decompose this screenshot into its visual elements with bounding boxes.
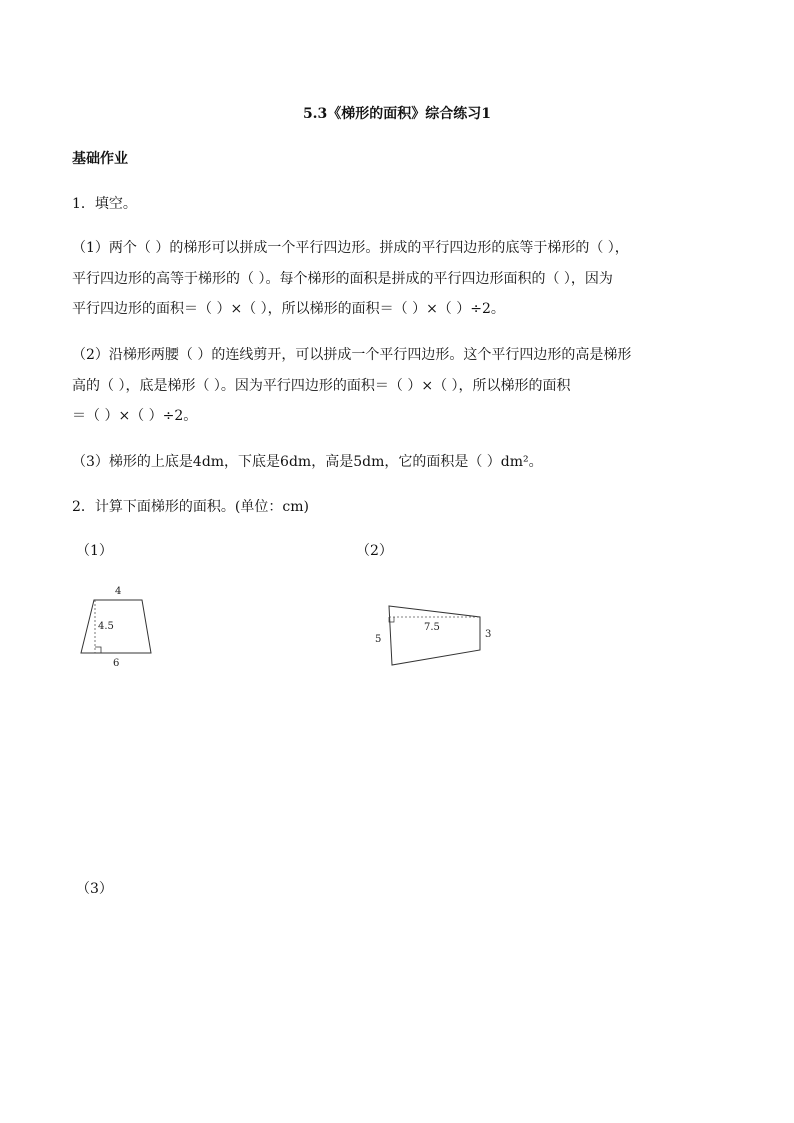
right-angle-mark: [95, 647, 101, 653]
trapezoid-1-shape: [81, 600, 151, 653]
trapezoid-figure-1: [76, 582, 160, 672]
q2-sub-2-label: （2）: [356, 543, 393, 559]
q1-p2-line-1: （2）沿梯形两腰（ ）的连线剪开，可以拼成一个平行四边形。这个平行四边形的高是梯形: [72, 347, 632, 363]
trapezoid-2-right-label: 3: [485, 629, 492, 640]
q1-p2-line-2: 高的（ ），底是梯形（ ）。因为平行四边形的面积＝（ ）×（ ），所以梯形的面积: [72, 378, 571, 394]
q1-p3-line-1: （3）梯形的上底是4dm，下底是6dm，高是5dm，它的面积是（ ）dm²。: [72, 454, 543, 470]
trapezoid-figure-2: [372, 600, 498, 672]
question-1-heading: 1．填空。: [72, 196, 137, 212]
question-2-heading: 2．计算下面梯形的面积。(单位：cm): [72, 499, 309, 515]
section-heading: 基础作业: [72, 151, 128, 167]
q1-p1-line-1: （1）两个（ ）的梯形可以拼成一个平行四边形。拼成的平行四边形的底等于梯形的（ ），: [72, 240, 629, 256]
q2-sub-3-label: （3）: [76, 881, 113, 897]
q1-p2-line-3: ＝（ ）×（ ）÷2。: [72, 408, 198, 424]
q1-p1-line-3: 平行四边形的面积＝（ ）×（ ），所以梯形的面积＝（ ）×（ ）÷2。: [72, 301, 505, 317]
q1-p1-line-2: 平行四边形的高等于梯形的（ ）。每个梯形的面积是拼成的平行四边形面积的（ ），因为: [72, 271, 613, 287]
q2-sub-1-label: （1）: [76, 543, 113, 559]
page-title: 5.3《梯形的面积》综合练习1: [302, 106, 492, 122]
trapezoid-2-left-label: 5: [375, 634, 382, 645]
trapezoid-2-shape: [389, 606, 480, 665]
trapezoid-1-top-label: 4: [115, 586, 122, 597]
trapezoid-2-middle-label: 7.5: [424, 622, 440, 633]
trapezoid-1-bottom-label: 6: [113, 658, 120, 669]
trapezoid-1-height-label: 4.5: [98, 621, 114, 632]
